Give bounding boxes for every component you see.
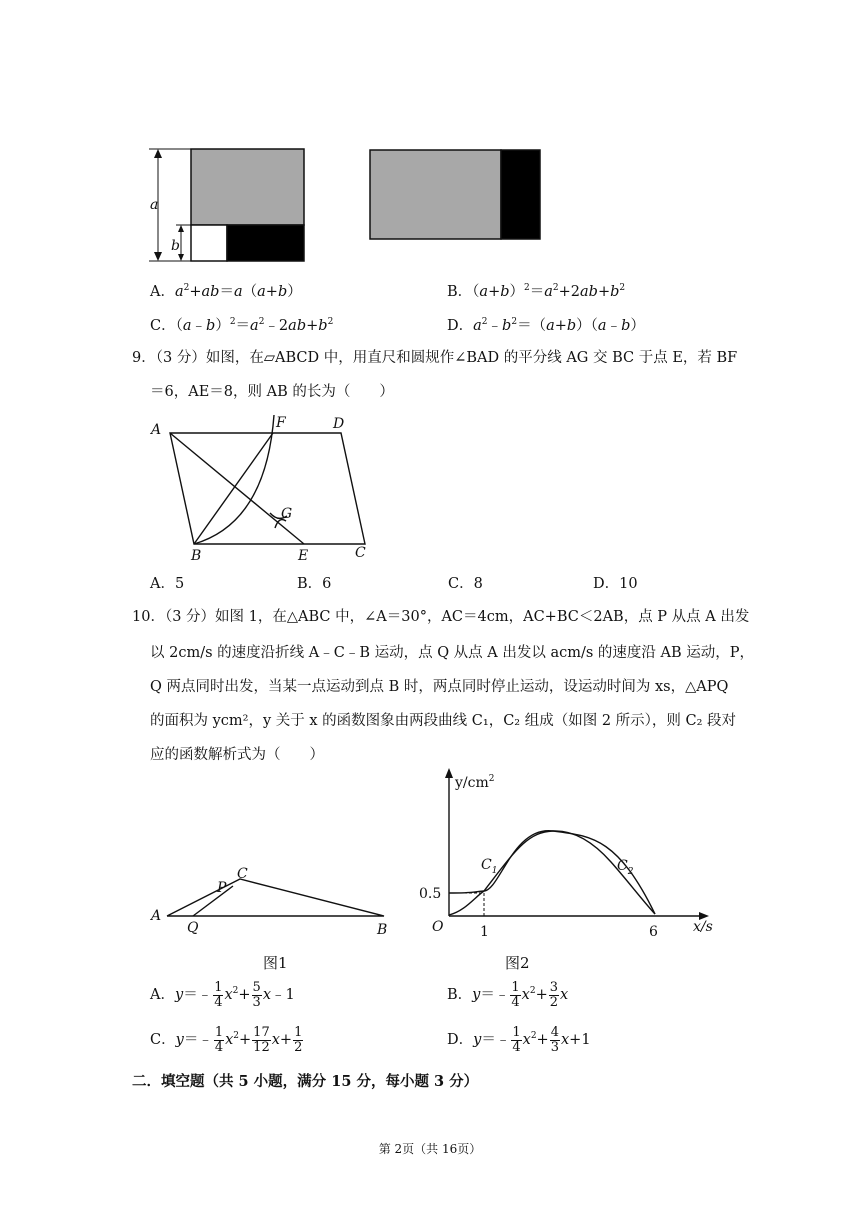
q9-option-d[interactable]: D．10 [593,576,638,592]
q9-option-b[interactable]: B．6 [297,576,332,592]
q10-option-a[interactable]: A．y＝﹣ $\frac{1}{4}$ $x^2+$ $\frac{5}{3}$ x﹣1 [150,979,295,1010]
svg-text:E: E [298,548,309,562]
svg-text:B: B [191,548,202,562]
q8-option-b[interactable]: B．$(a+b)^2=a^2+2ab+b^2$ [447,283,626,300]
q8-option-c[interactable]: C．$(a﹣b)^2=a^2﹣2ab+b^2$ [150,317,334,334]
svg-text:C: C [355,545,366,561]
q10-option-c[interactable]: C．y＝﹣ $\frac{1}{4}$ $x^2+$ $\frac{17}{12}$ x+ $\frac{1}{2}$ [150,1024,303,1055]
label-a: a [150,197,159,213]
q8-figure-1 [140,140,315,268]
section-2-title: 二．填空题（共 5 小题，满分 15 分，每小题 3 分） [132,1073,479,1090]
q9-option-c[interactable]: C．8 [448,576,483,592]
q10-stem-line1: 10．（3 分）如图 1，在△ABC 中，∠A＝30°，AC＝4cm，AC+BC＜2AB，点 P 从点 A 出发 [132,609,750,625]
page-footer: 第 2页（共 16页） [378,1142,482,1156]
svg-text:图1: 图1 [263,954,288,972]
q10-stem-line4: 的面积为 ycm²，y 关于 x 的函数图象由两段曲线 C₁，C₂ 组成（如图 2 所示），则 C₂ 段对 [150,713,737,729]
svg-text:x/s: x/s [693,919,713,935]
svg-text:F: F [276,415,286,431]
svg-text:y/cm2: $y/cm^2$ [455,774,495,791]
svg-text:B: B [377,922,388,938]
svg-text:1: 1 [480,924,489,940]
svg-text:Q: Q [187,920,199,936]
q10-stem-line5: 应的函数解析式为（ ） [150,747,324,763]
q10-figure-2 [405,766,725,978]
svg-text:C2: $C_2$ [617,858,634,877]
svg-text:P: P [217,880,227,896]
q8-option-a[interactable]: A．$a^2+ab=a(a+b)$ [150,283,302,300]
svg-text:图2: 图2 [505,954,530,972]
q9-stem-line1: 9．（3 分）如图，在▱ABCD 中，用直尺和圆规作∠BAD 的平分线 AG 交 BC 于点 E，若 BF [132,350,738,366]
q8-figure-2 [366,146,546,244]
svg-text:G: G [281,506,293,522]
q10-option-b[interactable]: B．y＝﹣ $\frac{1}{4}$ $x^2+$ $\frac{3}{2}$ x [447,979,569,1010]
svg-text:6: 6 [649,924,658,940]
svg-text:C1: $C_1$ [481,857,498,876]
q10-option-d[interactable]: D．y＝﹣ $\frac{1}{4}$ $x^2+$ $\frac{4}{3}$ x+1 [447,1024,591,1055]
svg-text:0.5: 0.5 [419,886,442,902]
q10-figure-1 [145,860,405,978]
svg-text:D: D [333,416,345,432]
svg-text:C: C [237,866,248,882]
label-b: b [171,238,180,254]
q8-option-d[interactable]: D．$a^2﹣b^2=(a+b)(a﹣b)$ [447,317,645,334]
q10-stem-line2: 以 2cm/s 的速度沿折线 A﹣C﹣B 运动，点 Q 从点 A 出发以 acm/s 的速度沿 AB 运动，P， [150,645,755,661]
svg-text:A: A [151,908,162,924]
q10-stem-line3: Q 两点同时出发，当某一点运动到点 B 时，两点同时停止运动，设运动时间为 xs，△APQ [150,679,729,695]
q9-option-a[interactable]: A．5 [150,576,185,592]
svg-text:A: A [151,422,162,438]
q9-figure [148,410,378,562]
q9-stem-line2: ＝6，AE＝8，则 AB 的长为（ ） [150,384,394,400]
svg-text:O: O [432,919,444,935]
